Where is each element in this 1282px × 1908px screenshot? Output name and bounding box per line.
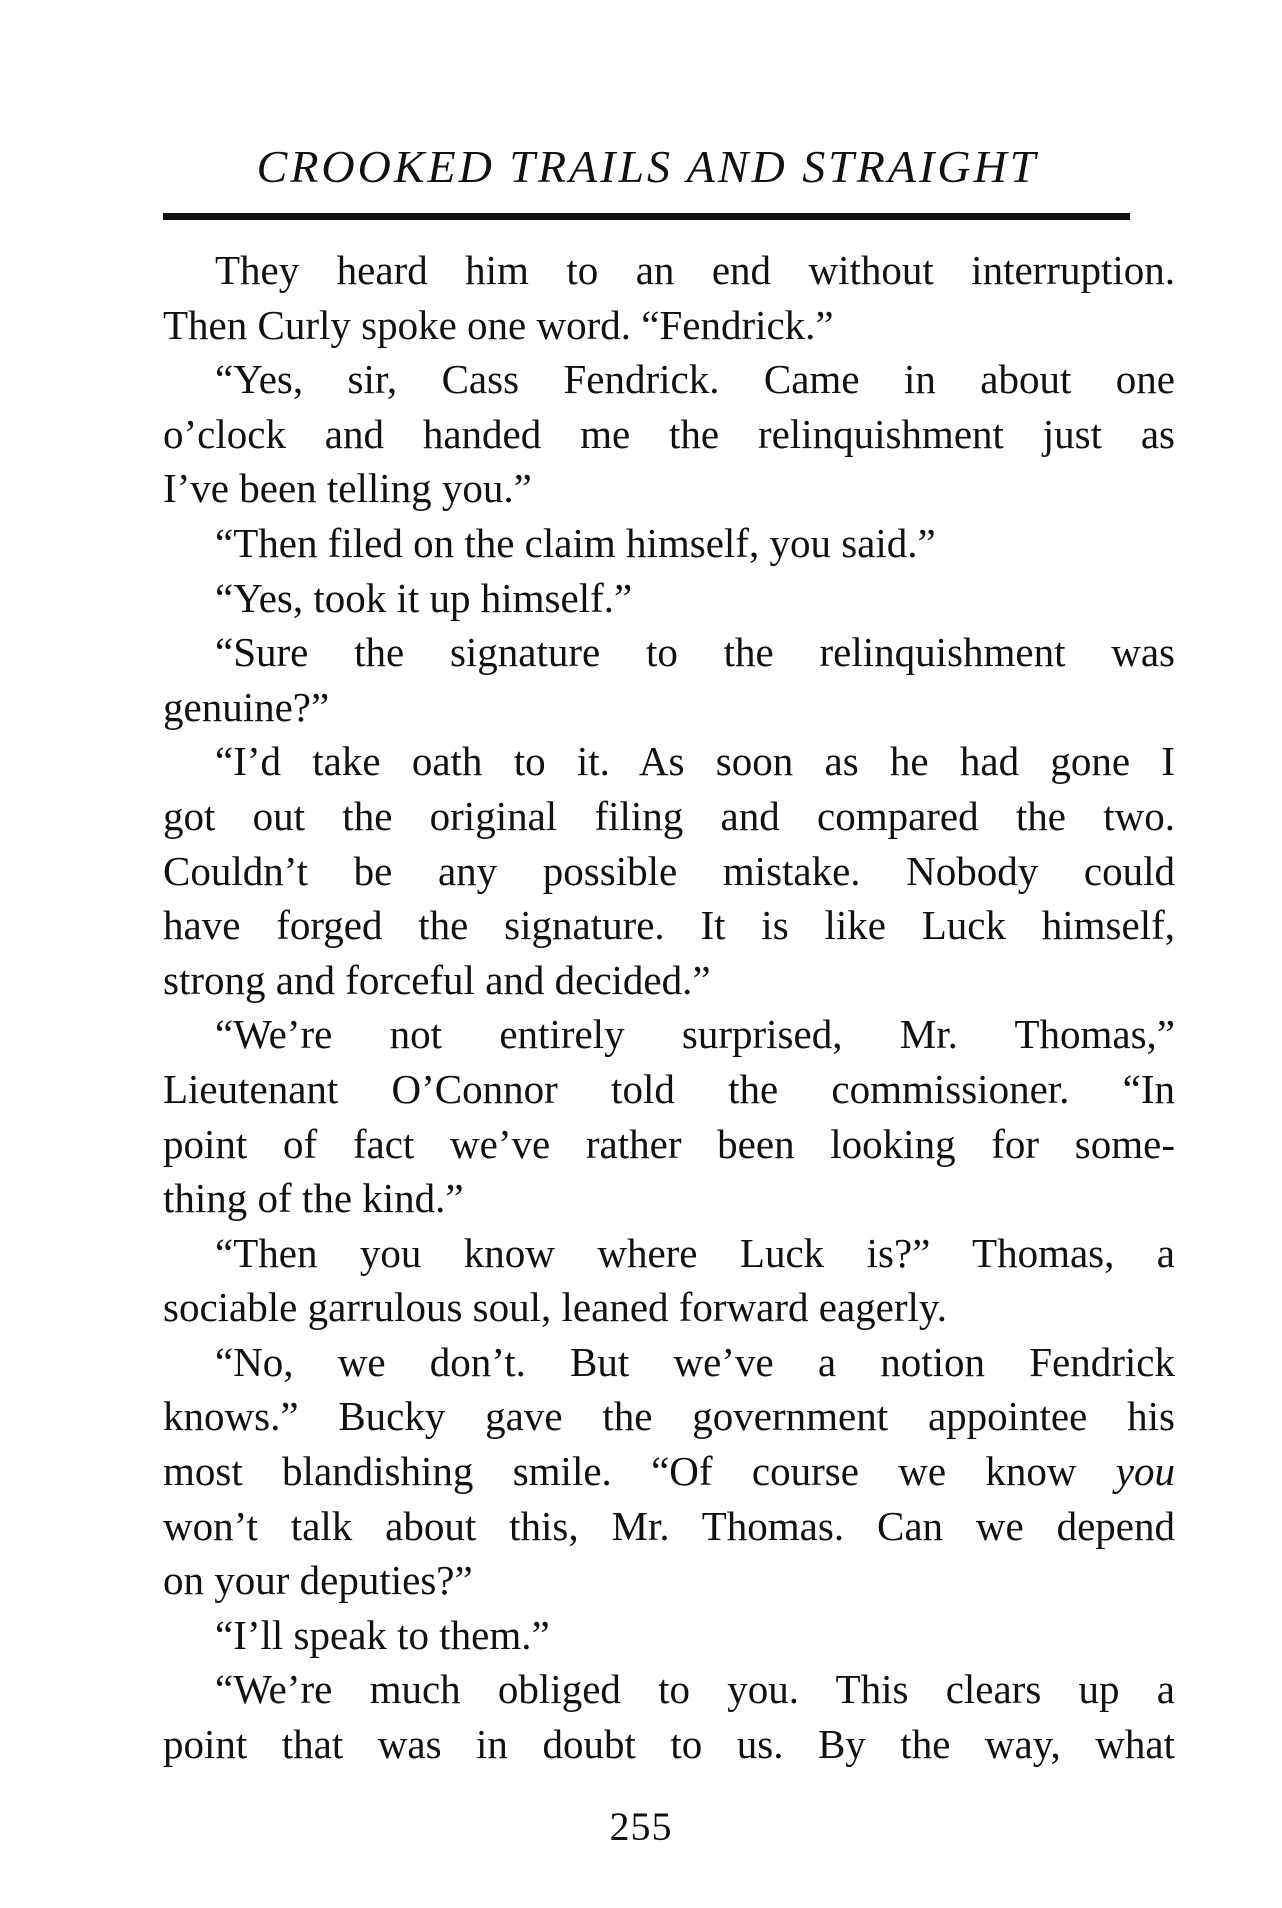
text-line: “No, we don’t. But we’ve a notion Fendrick — [215, 1338, 1175, 1385]
running-head-title: CROOKED TRAILS AND STRAIGHT — [256, 141, 1039, 192]
header-rule — [163, 213, 1130, 220]
text-line: Lieutenant O’Connor told the commissioner. “In — [163, 1065, 1175, 1112]
text-line: thing of the kind.” — [163, 1175, 464, 1222]
text-line: “I’d take oath to it. As soon as he had gone I — [215, 738, 1175, 785]
body-text — [163, 243, 1175, 1772]
text-line: point that was in doubt to us. By the way, what — [163, 1721, 1175, 1768]
text-line: genuine?” — [163, 683, 330, 730]
emphasis-word: you — [1115, 1448, 1175, 1495]
text-line: “Then you know where Luck is?” Thomas, a — [215, 1229, 1175, 1276]
text-line: “Yes, took it up himself.” — [215, 574, 633, 621]
text-line: Couldn’t be any possible mistake. Nobody could — [163, 847, 1175, 894]
text-line: won’t talk about this, Mr. Thomas. Can we depend — [163, 1502, 1175, 1549]
text-line: point of fact we’ve rather been looking for some- — [163, 1120, 1175, 1167]
text-line: o’clock and handed me the relinquishment just as — [163, 410, 1175, 457]
text-line: most blandishing smile. “Of course we know you — [163, 1448, 1175, 1495]
text-line: on your deputies?” — [163, 1557, 473, 1604]
text-line: They heard him to an end without interruption. — [215, 247, 1175, 293]
text-line: “I’ll speak to them.” — [215, 1611, 550, 1658]
text-line: “Yes, sir, Cass Fendrick. Came in about one — [215, 356, 1175, 403]
text-line: got out the original filing and compared the two. — [163, 792, 1175, 839]
text-line: sociable garrulous soul, leaned forward eagerly. — [163, 1284, 948, 1331]
text-line: strong and forceful and decided.” — [163, 956, 711, 1003]
page-number: 255 — [609, 1804, 673, 1849]
text-line: “We’re not entirely surprised, Mr. Thomas,” — [215, 1011, 1175, 1058]
text-line: I’ve been telling you.” — [163, 465, 532, 512]
text-line: knows.” Bucky gave the government appointee his — [163, 1393, 1175, 1440]
text-line: “We’re much obliged to you. This clears up a — [215, 1666, 1175, 1713]
text-line: “Sure the signature to the relinquishment was — [215, 629, 1175, 676]
text-line: have forged the signature. It is like Luck himself, — [163, 902, 1175, 949]
text-line: Then Curly spoke one word. “Fendrick.” — [163, 301, 834, 348]
text-line: “Then filed on the claim himself, you said.” — [215, 519, 936, 566]
